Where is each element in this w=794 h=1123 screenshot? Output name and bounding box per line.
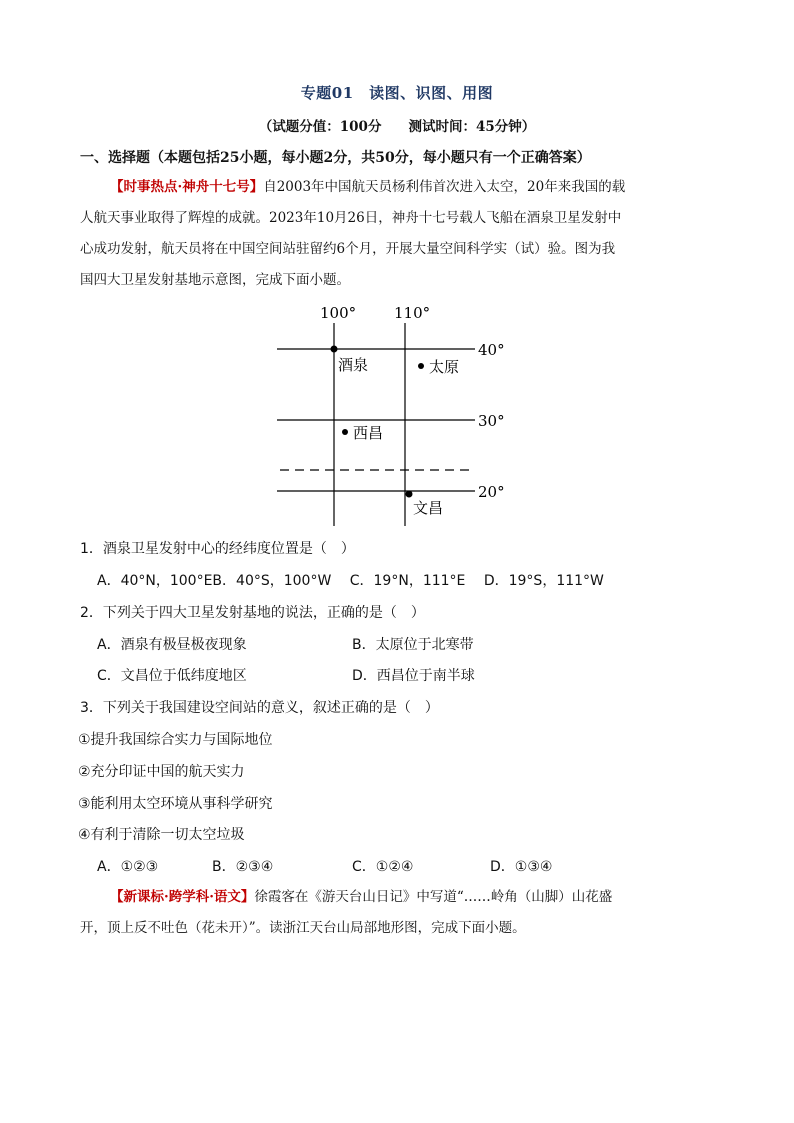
question-3-statement-3: ③能利用太空环境从事科学研究 — [78, 796, 273, 812]
passage2-text: 徐霞客在《游天台山日记》中写道“……岭角（山脚）山花盛 — [254, 889, 613, 905]
jiuquan-label: 酒泉 — [338, 356, 369, 374]
section-heading: 一、选择题（本题包括25小题，每小题2分，共50分，每小题只有一个正确答案） — [80, 150, 591, 166]
question-3-option-c: C．①②④ — [352, 859, 414, 875]
passage1-text: 自2003年中国航天员杨利伟首次进入太空，20年来我国的载 — [263, 179, 626, 195]
lat-30-label: 30° — [478, 412, 505, 430]
lat-20-label: 20° — [478, 483, 505, 501]
taiyuan-label: 太原 — [429, 358, 460, 376]
question-2-option-c: C．文昌位于低纬度地区 — [97, 668, 247, 684]
question-2-stem: 2．下列关于四大卫星发射基地的说法，正确的是（ ） — [80, 605, 425, 621]
question-3-option-d: D．①③④ — [490, 859, 553, 875]
taiyuan-marker — [418, 363, 424, 369]
question-1-stem: 1．酒泉卫星发射中心的经纬度位置是（ ） — [80, 541, 355, 557]
wenchang-label: 文昌 — [413, 499, 444, 517]
passage1-line2: 人航天事业取得了辉煌的成就。2023年10月26日，神舟十七号载人飞船在酒泉卫星发射中 — [80, 210, 622, 226]
satellite-base-map — [270, 298, 520, 528]
passage2-line2: 开，顶上反不吐色（花未开）”。读浙江天台山局部地形图，完成下面小题。 — [80, 920, 526, 936]
xichang-label: 西昌 — [353, 424, 384, 442]
xichang-marker — [342, 429, 348, 435]
question-3-statement-1: ①提升我国综合实力与国际地位 — [78, 732, 273, 748]
question-3-statement-2: ②充分印证中国的航天实力 — [78, 764, 245, 780]
passage1-line1 — [110, 172, 625, 203]
page-title: 专题01 读图、识图、用图 — [300, 84, 494, 102]
question-3-option-a: A．①②③ — [97, 859, 159, 875]
passage1-line3: 心成功发射，航天员将在中国空间站驻留约6个月，开展大量空间科学实（试）验。图为我 — [80, 241, 616, 257]
passage1-line4: 国四大卫星发射基地示意图，完成下面小题。 — [80, 272, 350, 288]
question-3-statement-4: ④有利于清除一切太空垃圾 — [78, 827, 245, 843]
passage1-tag: 【时事热点·神舟十七号】 — [110, 179, 264, 195]
question-2-option-a: A．酒泉有极昼极夜现象 — [97, 637, 247, 653]
lon-100-label: 100° — [320, 304, 357, 322]
question-3-option-b: B．②③④ — [212, 859, 274, 875]
question-2-option-b: B．太原位于北寒带 — [352, 637, 474, 653]
question-1-options: A．40°N，100°EB．40°S，100°W C．19°N，111°E D．19°S，111°W — [97, 573, 604, 589]
exam-info: （试题分值：100分 测试时间：45分钟） — [258, 119, 536, 135]
passage2-line1 — [110, 882, 612, 913]
wenchang-marker — [406, 491, 413, 498]
question-2-option-d: D．西昌位于南半球 — [352, 668, 475, 684]
jiuquan-marker — [331, 346, 338, 353]
lon-110-label: 110° — [394, 304, 431, 322]
question-3-stem: 3．下列关于我国建设空间站的意义，叙述正确的是（ ） — [80, 700, 439, 716]
passage2-tag: 【新课标·跨学科·语文】 — [110, 889, 255, 905]
lat-40-label: 40° — [478, 341, 505, 359]
